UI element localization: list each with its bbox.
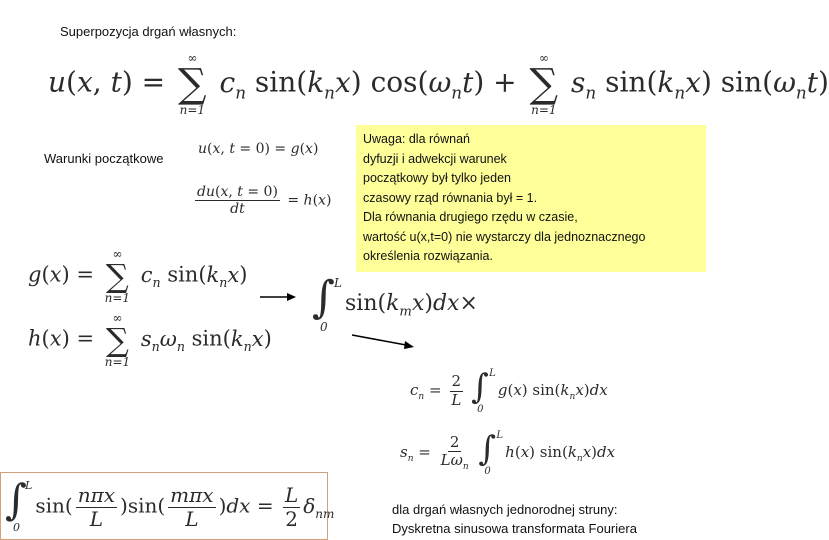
note-line: wartość u(x,t=0) nie wystarczy dla jednoznacznego — [363, 229, 646, 244]
cn-coefficient-formula: $c_n$ = $\frac{2}{L}$ ∫ L 0 g(x) $\sin(k_nx)dx$ — [410, 367, 608, 415]
note-line: Dla równania drugiego rzędu w czasie, — [363, 210, 578, 224]
initial-condition-velocity: $\frac{du(x, t = 0)}{dt}$ = h(x) — [197, 184, 332, 218]
initial-conditions-label: Warunki początkowe — [44, 151, 164, 166]
arrow-diagonal-icon-head — [404, 341, 414, 349]
arrow-right-icon-head — [287, 293, 296, 301]
note-line: określenia rozwiązania. — [363, 249, 493, 263]
superposition-equation: u(x, t) = ∞ ∑ n=1 $c_n$ $\sin(k_nx) \cos(\omega_nt)$ + ∞ ∑ n=1 $s_n$ $\sin(k_nx)$ $\sin(\omega_nt)$ — [48, 51, 829, 117]
h-expansion-equation: h(x) = ∞ ∑ n=1 $s_n\omega_n$ $\sin(k_nx)$ — [28, 311, 272, 369]
note-line: początkowy był tylko jeden — [363, 171, 511, 185]
footer-caption-line: Dyskretna sinusowa transformata Fouriera — [392, 521, 637, 536]
slide-title: Superpozycja drgań własnych: — [60, 24, 237, 39]
initial-condition-displacement: u(x, t = 0) = g(x) — [198, 141, 319, 157]
arrow-diagonal-icon — [352, 335, 406, 345]
orthogonality-relation: ∫ L 0 sin( $\frac{\text{nπx}}{L}$ )sin( $\frac{\text{mπx}}{L}$ )dx = $\frac{L}{2}$ $\delta_{nm}$ — [5, 475, 335, 534]
orthogonality-box — [0, 472, 335, 540]
sn-coefficient-formula: $s_n$ = $\frac{2}{L\omega_n}$ ∫ L 0 h(x) $\sin(k_nx)dx$ — [400, 429, 616, 477]
footer-caption-line: dla drgań własnych jednorodnej struny: — [392, 502, 618, 517]
note-line: czasowy rząd równania był = 1. — [363, 190, 538, 205]
footer-caption — [392, 500, 637, 538]
note-line: Uwaga: dla równań — [363, 132, 471, 146]
note-line: dyfuzji i adwekcji warunek — [363, 151, 507, 166]
g-expansion-equation: g(x) = ∞ ∑ n=1 $c_n$ $\sin(k_nx)$ — [28, 247, 248, 305]
projection-integral: ∫ L 0 $\sin(k_mx)dx\times$ — [312, 272, 478, 334]
